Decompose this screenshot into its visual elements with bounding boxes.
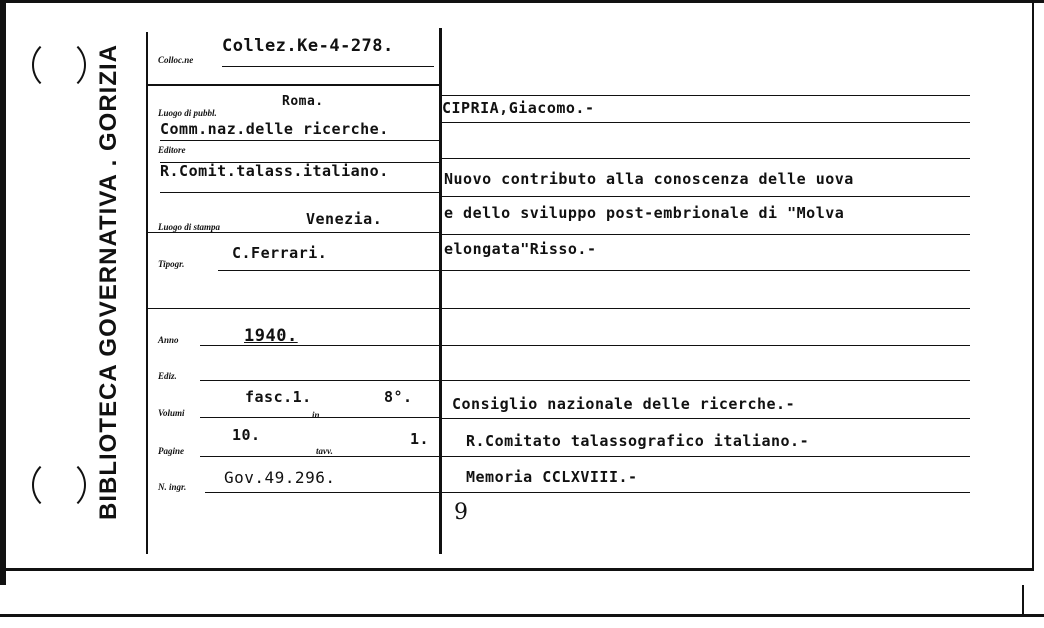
label-luogo-stampa: Luogo di stampa	[158, 222, 221, 232]
rule	[442, 234, 970, 235]
label-n-ingr: N. ingr.	[158, 482, 187, 492]
rule	[442, 270, 970, 271]
entry-author: CIPRIA,Giacomo.-	[442, 99, 595, 117]
rule	[200, 417, 440, 418]
rule	[222, 66, 434, 67]
rule	[442, 158, 970, 159]
publisher-line2: R.Comit.talass.italiano.	[160, 162, 389, 180]
rule	[160, 140, 440, 141]
rule	[442, 345, 970, 346]
label-volumi: Volumi	[158, 408, 185, 418]
card-bottom-edge	[0, 614, 1044, 617]
entry-title-line2: e dello sviluppo post-embrionale di "Molva	[444, 204, 845, 222]
left-column-divider	[146, 32, 148, 554]
rule	[442, 492, 970, 493]
rule	[148, 232, 440, 233]
label-in: in	[312, 410, 320, 420]
rule	[148, 84, 440, 86]
punch-hole-top	[32, 38, 86, 92]
tipogr-value: C.Ferrari.	[232, 244, 328, 262]
label-colloc: Colloc.ne	[158, 55, 194, 65]
punch-hole-bottom	[32, 458, 86, 512]
anno-value: 1940.	[244, 326, 298, 346]
rule	[442, 456, 970, 457]
tavv-value: 1.	[410, 430, 430, 448]
n-ingr-value: Gov.49.296.	[224, 468, 336, 487]
label-anno: Anno	[158, 335, 179, 345]
rule	[200, 456, 440, 457]
entry-title-line3: elongata"Risso.-	[444, 240, 597, 258]
handwritten-note: 9	[454, 500, 468, 525]
rule	[442, 380, 970, 381]
formato-value: 8°.	[384, 388, 413, 406]
entry-series-line1: Consiglio nazionale delle ricerche.-	[452, 395, 796, 413]
label-tavv: tavv.	[316, 446, 333, 456]
card-bottom-right-edge	[1022, 585, 1024, 617]
label-ediz: Ediz.	[158, 371, 177, 381]
rule	[200, 380, 440, 381]
card-bottom-border	[0, 568, 1034, 571]
luogo-pubbl-value: Roma.	[282, 94, 324, 109]
label-editore: Editore	[158, 145, 186, 155]
entry-title-line1: Nuovo contributo alla conoscenza delle uova	[444, 170, 854, 188]
rule	[218, 270, 440, 271]
rule	[205, 492, 440, 493]
rule	[160, 192, 440, 193]
label-tipogr: Tipogr.	[158, 259, 185, 269]
colloc-value: Collez.Ke-4-278.	[222, 36, 394, 56]
rule	[442, 418, 970, 419]
rule	[200, 345, 440, 346]
rule	[442, 308, 970, 309]
rule	[442, 95, 970, 96]
entry-series-line2: R.Comitato talassografico italiano.-	[466, 432, 810, 450]
card-top-border	[0, 0, 1044, 3]
rule	[148, 308, 440, 309]
luogo-stampa-value: Venezia.	[306, 210, 383, 228]
entry-series-line3: Memoria CCLXVIII.-	[466, 468, 638, 486]
volumi-value: fasc.1.	[245, 388, 312, 406]
publisher-line1: Comm.naz.delle ricerche.	[160, 120, 389, 138]
label-pagine: Pagine	[158, 446, 184, 456]
rule	[442, 122, 970, 123]
library-stamp: BIBLIOTECA GOVERNATIVA . GORIZIA	[95, 44, 122, 520]
card-left-border	[0, 0, 6, 585]
rule	[442, 196, 970, 197]
label-luogo-pubbl: Luogo di pubbl.	[158, 108, 217, 118]
card-right-border	[1032, 0, 1034, 570]
pagine-value: 10.	[232, 426, 261, 444]
